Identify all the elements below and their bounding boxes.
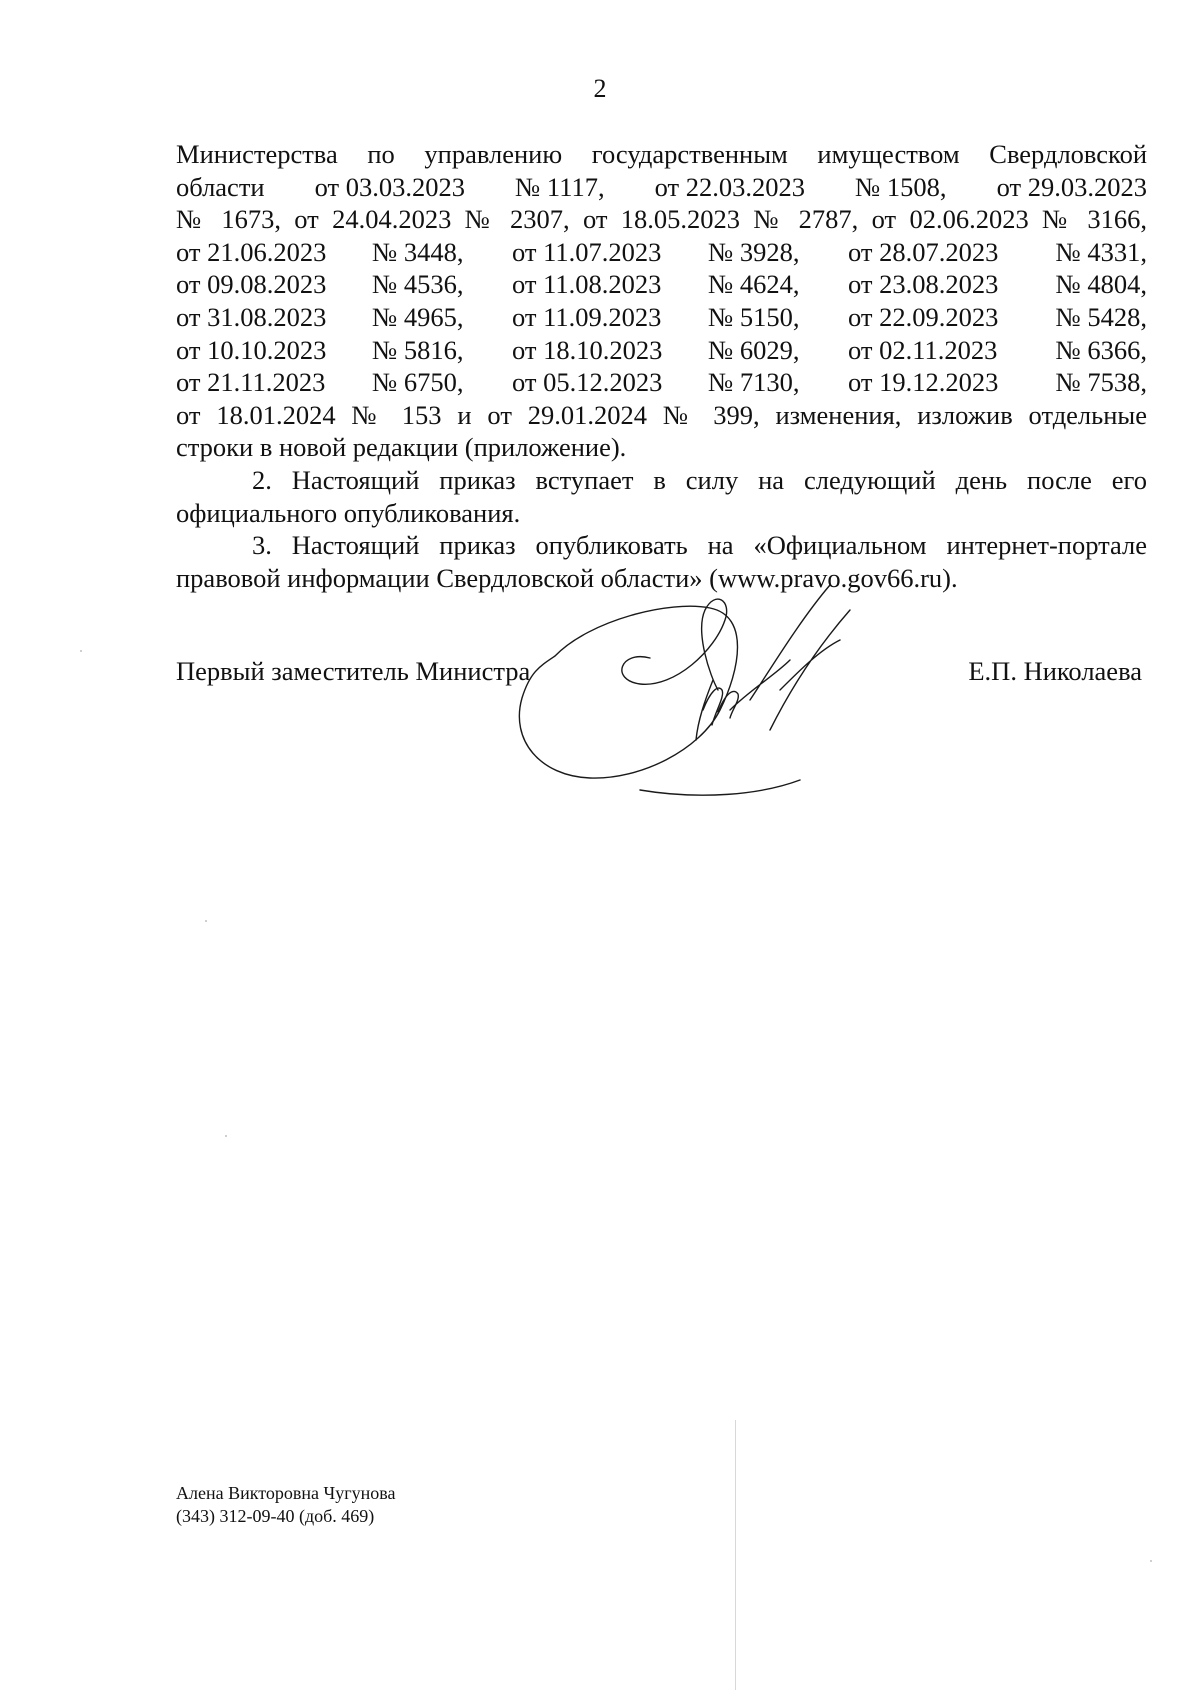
p1-line-1-text: Министерства по управлению государственным имуществом Свердловской bbox=[176, 139, 1147, 169]
contact-block bbox=[176, 1482, 395, 1528]
p1-line-2-date: от 29.03.2023 bbox=[996, 171, 1147, 202]
order-number: № 4536, bbox=[372, 269, 464, 300]
contact-phone: (343) 312-09-40 (доб. 469) bbox=[176, 1506, 375, 1526]
order-date: от 21.06.2023 bbox=[176, 236, 327, 267]
scan-artifact-line bbox=[735, 1420, 736, 1690]
p1-line-2 bbox=[176, 171, 1147, 204]
order-number: № 7538, bbox=[1055, 367, 1147, 398]
p1-line-10: строки в новой редакции (приложение). bbox=[176, 432, 627, 463]
order-number: № 5816, bbox=[372, 334, 464, 365]
order-number: № 3448, bbox=[372, 236, 464, 267]
p1-line-3-text: № 1673, от 24.04.2023 № 2307, от 18.05.2023 № 2787, от 02.06.2023 № 3166, bbox=[176, 204, 1147, 235]
order-number: № 6750, bbox=[372, 367, 464, 398]
p1-grid-row bbox=[176, 268, 1147, 301]
p1-grid-row bbox=[176, 334, 1147, 367]
contact-name: Алена Викторовна Чугунова bbox=[176, 1483, 396, 1503]
order-date: от 11.07.2023 bbox=[512, 236, 662, 267]
order-date: от 05.12.2023 bbox=[512, 367, 663, 398]
order-date: от 21.11.2023 bbox=[176, 367, 326, 398]
p1-grid-row bbox=[176, 301, 1147, 334]
order-date: от 31.08.2023 bbox=[176, 301, 327, 332]
scan-artifact-dot bbox=[1150, 1560, 1152, 1562]
paragraph-2: 2. Настоящий приказ вступает в силу на следующий день после его официального опубликования. bbox=[176, 464, 1147, 528]
p1-grid-row bbox=[176, 366, 1147, 399]
p1-line-9-text: от 18.01.2024 № 153 и от 29.01.2024 № 399, изменения, изложив отдельные bbox=[176, 399, 1147, 430]
order-number: № 4804, bbox=[1055, 269, 1147, 300]
p1-line-2-number: № 1117, bbox=[515, 171, 605, 202]
order-number: № 6029, bbox=[708, 334, 800, 365]
order-date: от 18.10.2023 bbox=[512, 334, 663, 365]
page-number: 2 bbox=[593, 74, 607, 103]
paragraph-1 bbox=[176, 138, 1147, 464]
order-date: от 23.08.2023 bbox=[848, 269, 999, 300]
order-number: № 4965, bbox=[372, 301, 464, 332]
order-date: от 22.09.2023 bbox=[848, 301, 999, 332]
order-number: № 4331, bbox=[1055, 236, 1147, 267]
scan-artifact-dot bbox=[80, 650, 82, 652]
handwritten-signature-icon bbox=[500, 580, 920, 810]
order-date: от 11.08.2023 bbox=[512, 269, 662, 300]
scan-artifact-dot bbox=[205, 920, 207, 922]
scan-artifact-dot bbox=[225, 1135, 227, 1137]
order-number: № 4624, bbox=[708, 269, 800, 300]
p1-line-9 bbox=[176, 399, 1147, 432]
order-date: от 19.12.2023 bbox=[848, 367, 999, 398]
paragraph-3: 3. Настоящий приказ опубликовать на «Официальном интернет-портале правовой информации Свердловской области» (www.pravo.gov66.ru). bbox=[176, 530, 1147, 593]
order-date: от 11.09.2023 bbox=[512, 301, 662, 332]
p1-line-1 bbox=[176, 138, 1147, 171]
order-date: от 10.10.2023 bbox=[176, 334, 327, 365]
p1-date-number-grid bbox=[176, 236, 1147, 399]
p1-line-2-number: № 1508, bbox=[855, 171, 947, 202]
order-date: от 28.07.2023 bbox=[848, 236, 999, 267]
signatory-position: Первый заместитель Министра bbox=[176, 656, 531, 686]
order-number: № 6366, bbox=[1055, 334, 1147, 365]
document-body bbox=[176, 138, 1147, 594]
p1-grid-row bbox=[176, 236, 1147, 269]
p1-line-3 bbox=[176, 203, 1147, 236]
order-date: от 02.11.2023 bbox=[848, 334, 998, 365]
p1-line-2-word: области bbox=[176, 171, 265, 202]
p1-line-2-date: от 22.03.2023 bbox=[654, 171, 805, 202]
signatory-name: Е.П. Николаева bbox=[968, 656, 1142, 686]
order-number: № 5150, bbox=[708, 301, 800, 332]
order-number: № 3928, bbox=[708, 236, 800, 267]
order-date: от 09.08.2023 bbox=[176, 269, 327, 300]
order-number: № 5428, bbox=[1055, 301, 1147, 332]
order-number: № 7130, bbox=[708, 367, 800, 398]
p1-line-2-date: от 03.03.2023 bbox=[314, 171, 465, 202]
